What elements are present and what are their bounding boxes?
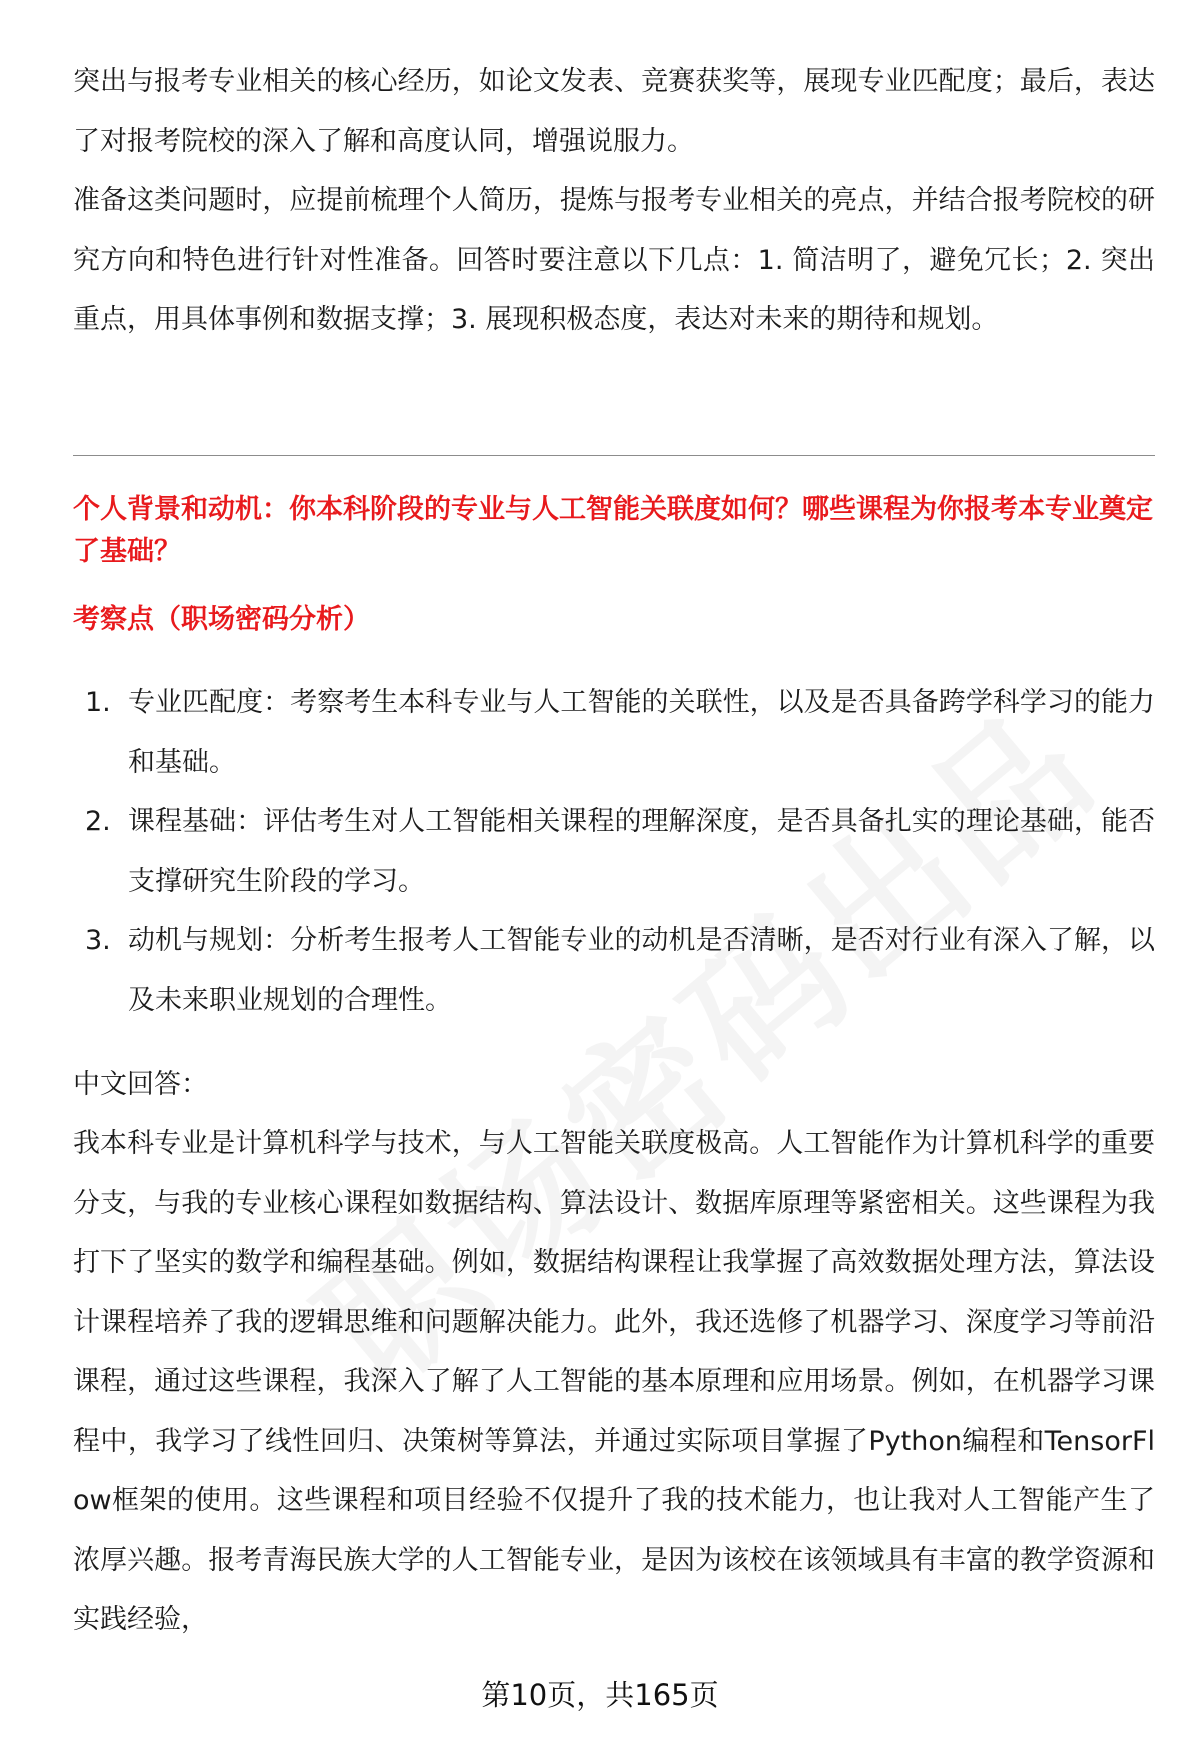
list-item-number: 3. <box>85 925 111 956</box>
answer-label: 中文回答： <box>73 1069 208 1100</box>
list-item-number: 1. <box>85 687 111 718</box>
intro-paragraph-2: 准备这类问题时，应提前梳理个人简历，提炼与报考专业相关的亮点，并结合报考院校的研究方向和特色进行针对性准备。回答时要注意以下几点：1. 简洁明了，避免冗长；2. 突出重点，用具体事例和数据支撑；3. 展现积极态度，表达对未来的期待和规划。 <box>73 185 1155 335</box>
list-item-text: 动机与规划：分析考生报考人工智能专业的动机是否清晰，是否对行业有深入了解，以及未来职业规划的合理性。 <box>128 925 1155 1016</box>
answer-paragraph: 我本科专业是计算机科学与技术，与人工智能关联度极高。人工智能作为计算机科学的重要分支，与我的专业核心课程如数据结构、算法设计、数据库原理等紧密相关。这些课程为我打下了坚实的数学和编程基础。例如，数据结构课程让我掌握了高效数据处理方法，算法设计课程培养了我的逻辑思维和问题解决能力。此外，我还选修了机器学习、深度学习等前沿课程，通过这些课程，我深入了解了人工智能的基本原理和应用场景。例如，在机器学习课程中，我学习了线性回归、决策树等算法，并通过实际项目掌握了Python编程和TensorFlow框架的使用。这些课程和项目经验不仅提升了我的技术能力，也让我对人工智能产生了浓厚兴趣。报考青海民族大学的人工智能专业，是因为该校在该领域具有丰富的教学资源和实践经验， <box>73 1128 1155 1635</box>
assessment-points-list <box>73 673 1155 1030</box>
section-divider <box>73 455 1155 456</box>
page-number-footer: 第10页，共165页 <box>481 1678 719 1712</box>
list-item <box>73 911 1155 1030</box>
list-item <box>73 673 1155 792</box>
list-item <box>73 792 1155 911</box>
list-item-text: 专业匹配度：考察考生本科专业与人工智能的关联性，以及是否具备跨学科学习的能力和基础。 <box>128 687 1155 778</box>
assessment-subheading: 考察点（职场密码分析） <box>73 604 370 635</box>
answer-section <box>73 1114 1155 1650</box>
list-item-number: 2. <box>85 806 111 837</box>
intro-section <box>73 52 1155 350</box>
intro-paragraph-1: 突出与报考专业相关的核心经历，如论文发表、竞赛获奖等，展现专业匹配度；最后，表达了对报考院校的深入了解和高度认同，增强说服力。 <box>73 66 1155 157</box>
list-item-text: 课程基础：评估考生对人工智能相关课程的理解深度，是否具备扎实的理论基础，能否支撑研究生阶段的学习。 <box>128 806 1155 897</box>
question-heading: 个人背景和动机：你本科阶段的专业与人工智能关联度如何？哪些课程为你报考本专业奠定了基础？ <box>73 494 1153 567</box>
